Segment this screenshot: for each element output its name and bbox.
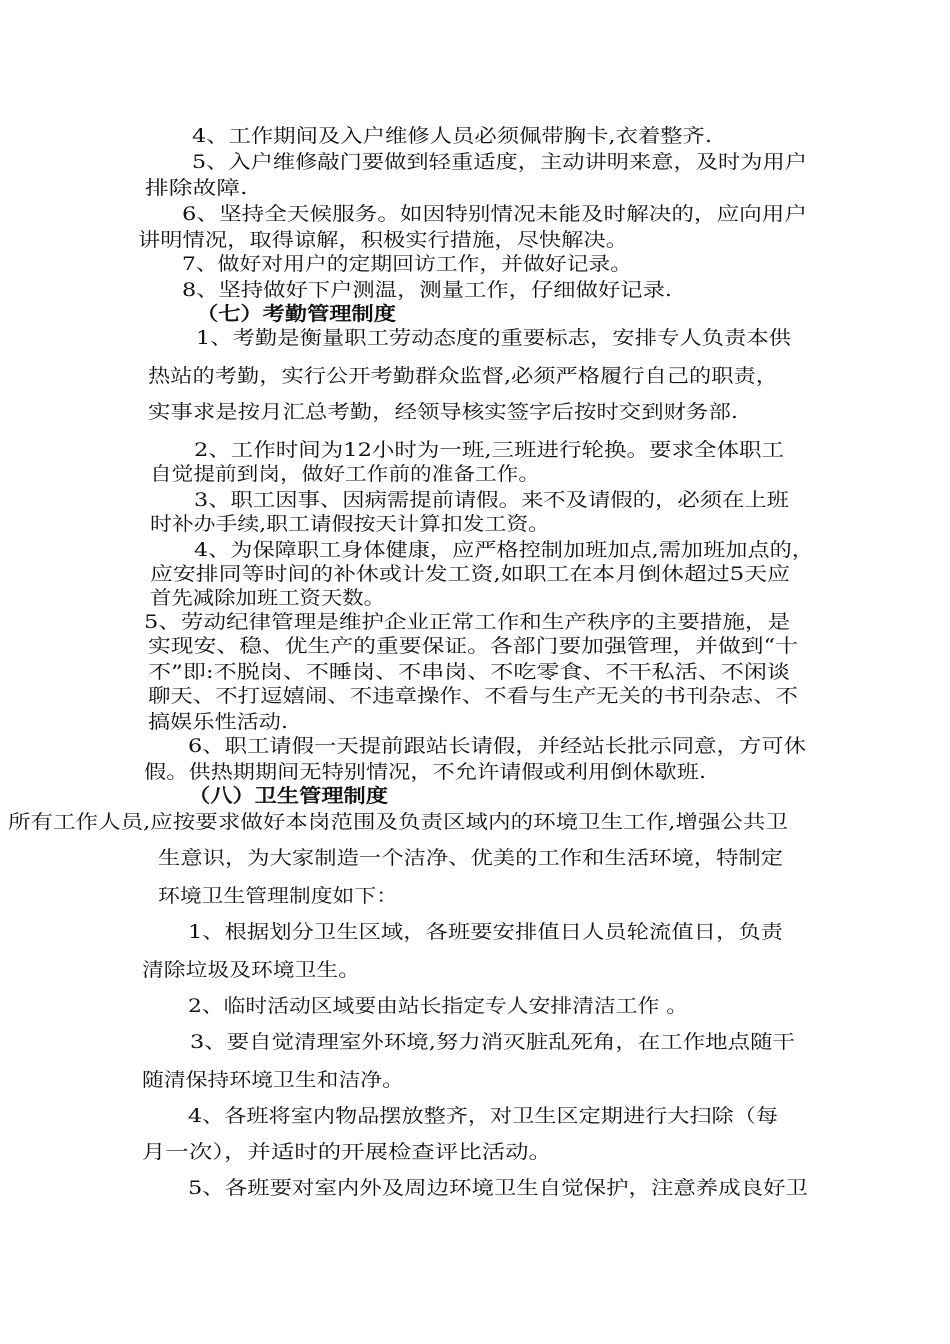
text-line: 应安排同等时间的补休或计发工资,如职工在本月倒休超过5天应 [150,563,791,585]
text-line: 聊天、不打逗嬉闹、不违章操作、不看与生产无关的书刊杂志、不 [148,685,798,707]
text-line: 2、工作时间为12小时为一班,三班进行轮换。要求全体职工 [194,439,785,461]
text-line: 5、各班要对室内外及周边环境卫生自觉保护，注意养成良好卫 [188,1177,808,1199]
text-line: 生意识，为大家制造一个洁净、优美的工作和生活环境，特制定 [158,847,784,869]
text-line: 热站的考勤，实行公开考勤群众监督,必须严格履行自己的职责， [148,365,778,387]
text-line: 搞娱乐性活动. [148,711,288,733]
text-line: 5、入户维修敲门要做到轻重适度，主动讲明来意，及时为用户 [192,151,807,173]
text-line: 时补办手续,职工请假按天计算扣发工资。 [150,513,551,535]
text-line: 2、临时活动区域要由站长指定专人安排清洁工作 。 [188,995,688,1017]
text-line: 5、劳动纪律管理是维护企业正常工作和生产秩序的主要措施，是 [144,611,791,633]
text-line: 讲明情况，取得谅解，积极实行措施，尽快解决。 [138,229,628,251]
text-line: 环境卫生管理制度如下： [158,885,398,907]
text-line: 首先减除加班工资天数。 [150,587,385,609]
text-line: 月一次），并适时的开展检查评比活动。 [142,1141,552,1163]
text-line: 6、职工请假一天提前跟站长请假，并经站长批示同意，方可休 [188,735,806,757]
text-line: 不”即:不脱岗、不睡岗、不串岗、不吃零食、不干私活、不闲谈 [148,661,790,683]
text-line: 1、考勤是衡量职工劳动态度的重要标志，安排专人负责本供 [196,327,792,349]
text-line: 4、各班将室内物品摆放整齐，对卫生区定期进行大扫除（每 [188,1105,779,1127]
text-line: 4、为保障职工身体健康，应严格控制加班加点,需加班加点的， [194,539,815,561]
text-line: 实事求是按月汇总考勤，经领导核实签字后按时交到财务部. [148,401,739,423]
section-heading: （八）卫生管理制度 [188,785,389,807]
text-line: 1、根据划分卫生区域，各班要安排值日人员轮流值日，负责 [188,921,784,943]
text-line: 8、坚持做好下户测温，测量工作，仔细做好记录. [182,279,673,301]
text-line: 4、工作期间及入户维修人员必须佩带胸卡,衣着整齐. [192,125,712,147]
text-line: 自觉提前到岗，做好工作前的准备工作。 [150,463,541,485]
text-line: 假。供热期期间无特别情况，不允许请假或利用倒休歇班. [144,761,707,783]
text-line: 清除垃圾及环境卫生。 [142,959,361,981]
text-line: 3、职工因事、因病需提前请假。来不及请假的，必须在上班 [194,489,790,511]
text-line: 排除故障. [145,177,248,199]
text-line: 所有工作人员,应按要求做好本岗范围及负责区域内的环境卫生工作,增强公共卫 [8,811,788,833]
text-line: 实现安、稳、优生产的重要保证。各部门要加强管理，并做到“十 [148,635,799,657]
text-line: 6、坚持全天候服务。如因特别情况未能及时解决的，应向用户 [182,203,808,225]
text-line: 7、做好对用户的定期回访工作，并做好记录。 [182,253,633,275]
text-line: 随清保持环境卫生和洁净。 [142,1069,404,1091]
section-heading: （七）考勤管理制度 [196,303,397,325]
text-line: 3、要自觉清理室外环境,努力消灭脏乱死角，在工作地点随干 [190,1031,795,1053]
